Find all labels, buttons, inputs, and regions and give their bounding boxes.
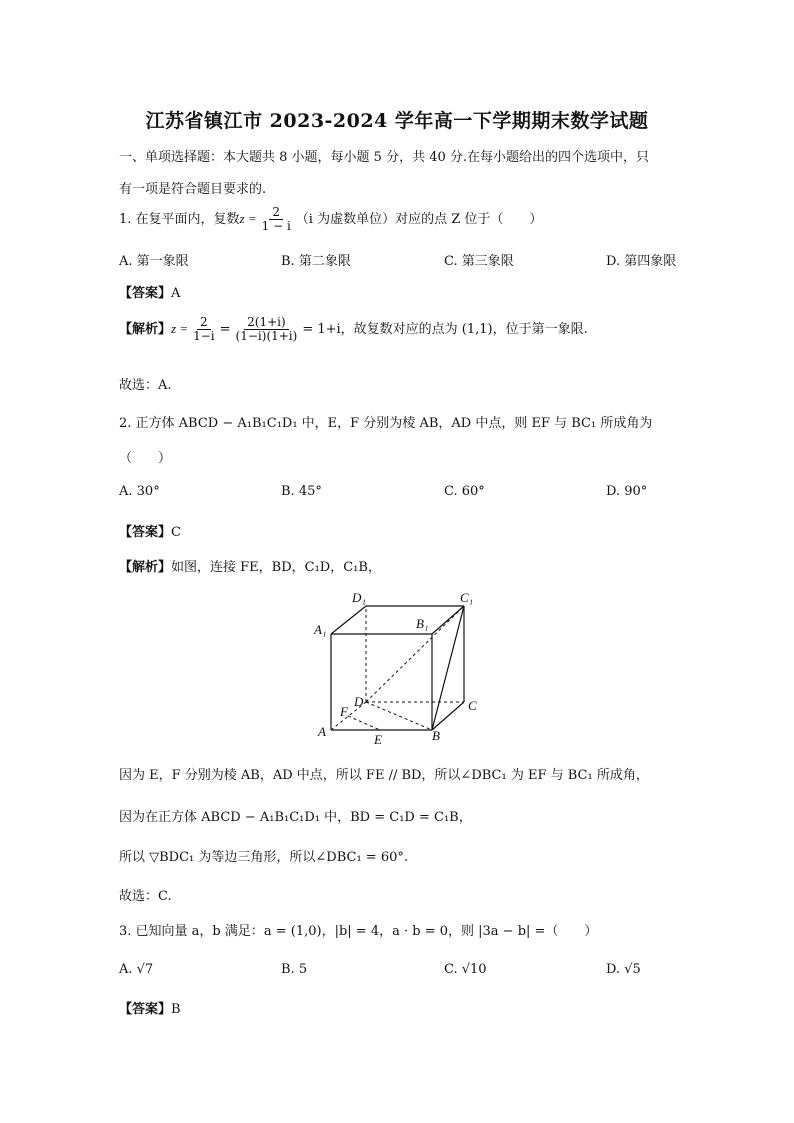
edge-f-e	[348, 716, 380, 730]
q3-answer-value: B	[171, 1002, 181, 1017]
q1-option-a: A. 第一象限	[119, 254, 189, 269]
label-c1: C₁	[460, 590, 474, 605]
question-3-stem: 3. 已知向量 a，b 满足：a = (1,0)，|b| = 4，a · b = 0，则 |3a − b| =（ ）	[119, 924, 598, 939]
q1-option-d: D. 第四象限	[606, 254, 677, 269]
edge-b-c1	[432, 606, 464, 730]
q1-analysis-frac2	[233, 316, 301, 343]
q1-suffix: （i 为虚数单位）对应的点 Z 位于（ ）	[295, 212, 543, 228]
q3-option-a: A. √7	[119, 962, 154, 977]
edge-d-b	[366, 702, 432, 730]
q2-conclusion: 故选：C.	[119, 889, 172, 904]
q1-analysis-rest: = 1+i，故复数对应的点为 (1,1)，位于第一象限.	[302, 322, 588, 338]
q2-reason-2: 因为在正方体 ABCD − A₁B₁C₁D₁ 中，BD = C₁D = C₁B，	[119, 810, 472, 825]
q1-analysis-frac2-den: (1−i)(1+i)	[235, 329, 298, 344]
q1-option-c: C. 第三象限	[444, 254, 514, 269]
label-a1: A₁	[314, 622, 327, 637]
q1-analysis-label: 【解析】	[119, 322, 172, 338]
label-f: F	[340, 704, 348, 719]
q1-analysis-frac2-num: 2(1+i)	[244, 316, 289, 330]
cube-figure	[310, 588, 490, 748]
question-2-stem: 2. 正方体 ABCD − A₁B₁C₁D₁ 中，E，F 分别为棱 AB，AD 中点，则 EF 与 BC₁ 所成角为	[119, 416, 653, 431]
label-d1: D₁	[352, 590, 366, 605]
q1-analysis-z: z =	[171, 321, 189, 337]
label-d: D	[354, 694, 364, 709]
label-c: C	[468, 698, 477, 713]
q1-prefix: 1. 在复平面内，复数	[119, 212, 240, 228]
q2-answer	[119, 521, 181, 540]
q2-option-d: D. 90°	[606, 484, 648, 499]
q1-frac-den: 1 − i	[261, 219, 291, 234]
edge-a1-d1	[331, 606, 366, 634]
q2-analysis-text: 如图，连接 FE，BD，C₁D，C₁B，	[171, 560, 381, 575]
section-heading-line2: 有一项是符合题目要求的.	[119, 182, 267, 197]
q3-answer	[119, 998, 181, 1017]
q2-answer-value: C	[171, 525, 181, 540]
q1-answer-value: A	[171, 286, 181, 301]
label-e: E	[374, 732, 382, 747]
label-b1: B₁	[416, 616, 429, 631]
q3-option-b: B. 5	[281, 962, 308, 977]
q1-analysis: 【解析】z = $\frac{2}{1-i}$ = $\frac{2(1+i)}{(1-i)(1+i)}$ = 1+i，故复数对应的点为 (1,1)，位于第一象限.	[119, 315, 588, 344]
q2-paren: （ ）	[119, 451, 172, 466]
q3-answer-label: 【答案】	[119, 1002, 172, 1017]
q2-option-c: C. 60°	[444, 484, 485, 499]
q1-conclusion: 故选：A.	[119, 378, 172, 393]
q3-option-c: C. √10	[444, 962, 487, 977]
q1-option-b: B. 第二象限	[281, 254, 351, 269]
q1-analysis-frac1-num: 2	[197, 316, 211, 330]
q2-reason-3: 所以 ▽BDC₁ 为等边三角形，所以∠DBC₁ = 60°.	[119, 850, 408, 865]
q2-reason-1: 因为 E，F 分别为棱 AB，AD 中点，所以 FE // BD，所以∠DBC₁ 为 EF 与 BC₁ 所成角，	[119, 768, 649, 783]
q1-analysis-frac1-den: 1−i	[193, 329, 215, 344]
label-b: B	[432, 728, 440, 743]
q2-answer-label: 【答案】	[119, 525, 172, 540]
q1-z: z =	[239, 211, 257, 227]
edge-d-c1	[366, 606, 464, 702]
label-a: A	[318, 724, 326, 739]
q2-analysis-label: 【解析】	[119, 560, 172, 575]
q1-analysis-frac1	[190, 316, 218, 343]
q1-frac-num: 2	[269, 206, 283, 220]
section-heading-line1: 一、单项选择题：本大题共 8 小题，每小题 5 分，共 40 分.在每小题给出的四个选项中，只	[119, 150, 650, 165]
q3-option-d: D. √5	[606, 962, 641, 977]
q2-analysis	[119, 556, 381, 575]
q1-fraction	[259, 206, 294, 233]
q2-option-b: B. 45°	[281, 484, 322, 499]
question-1-stem	[119, 206, 542, 233]
q2-option-a: A. 30°	[119, 484, 160, 499]
edge-b-c	[432, 702, 464, 730]
q1-answer-label: 【答案】	[119, 286, 172, 301]
q1-answer	[119, 282, 180, 301]
page-title: 江苏省镇江市 2023-2024 学年高一下学期期末数学试题	[145, 110, 649, 132]
edge-b1-c1	[432, 606, 464, 634]
